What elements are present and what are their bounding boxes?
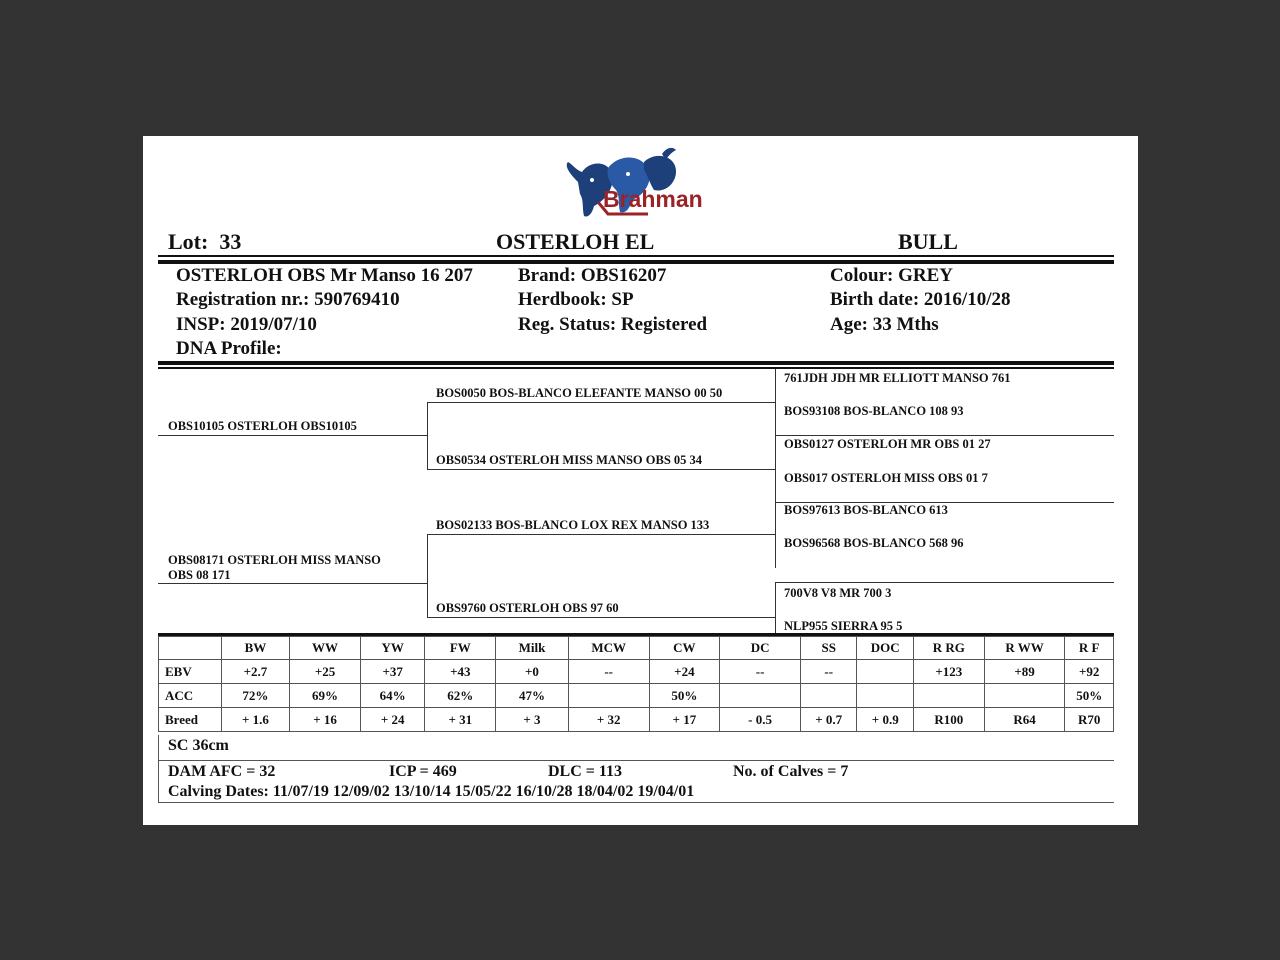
table-cell: 72% xyxy=(221,684,290,708)
column-header: MCW xyxy=(568,637,649,660)
logo-wordmark: Brahman xyxy=(603,186,703,212)
dlc: DLC = 113 xyxy=(548,763,623,780)
divider xyxy=(158,367,1114,369)
table-cell: 50% xyxy=(649,684,720,708)
colour: Colour: GREY xyxy=(830,265,953,286)
table-cell: -- xyxy=(720,660,801,684)
pedigree-sss: 761JDH JDH MR ELLIOTT MANSO 761 xyxy=(784,371,1011,385)
column-header: SS xyxy=(800,637,857,660)
table-cell: +0 xyxy=(496,660,569,684)
table-cell: -- xyxy=(568,660,649,684)
table-row-ebv xyxy=(159,660,1114,684)
registration-card xyxy=(143,136,1138,825)
divider xyxy=(158,255,1114,257)
full-name: OSTERLOH OBS Mr Manso 16 207 xyxy=(176,265,473,286)
table-cell: 69% xyxy=(290,684,361,708)
pedigree-dam-sire: BOS02133 BOS-BLANCO LOX REX MANSO 133 xyxy=(436,518,710,532)
age: Age: 33 Mths xyxy=(830,314,939,335)
table-cell: 50% xyxy=(1065,684,1114,708)
column-header: R WW xyxy=(984,637,1065,660)
divider xyxy=(158,361,1114,365)
table-row-acc xyxy=(159,684,1114,708)
lot-number: Lot: 33 xyxy=(168,229,242,254)
table-row-breed xyxy=(159,708,1114,732)
birth-date: Birth date: 2016/10/28 xyxy=(830,289,1011,310)
reg-status: Reg. Status: Registered xyxy=(518,314,708,335)
animal-sex: BULL xyxy=(898,229,958,254)
table-cell: 47% xyxy=(496,684,569,708)
table-cell: +24 xyxy=(649,660,720,684)
animal-name: OSTERLOH EL xyxy=(496,229,655,254)
pedigree-sds: OBS0127 OSTERLOH MR OBS 01 27 xyxy=(784,437,991,451)
ebv-table xyxy=(158,636,1114,732)
table-cell: 64% xyxy=(360,684,425,708)
table-cell: +89 xyxy=(984,660,1065,684)
table-cell xyxy=(720,684,801,708)
table-cell: +43 xyxy=(425,660,496,684)
pedigree-sire-sire: BOS0050 BOS-BLANCO ELEFANTE MANSO 00 50 xyxy=(436,386,723,400)
icp: ICP = 469 xyxy=(389,763,457,780)
table-cell xyxy=(568,684,649,708)
table-cell: + 16 xyxy=(290,708,361,732)
table-cell: R64 xyxy=(984,708,1065,732)
column-header: Milk xyxy=(496,637,569,660)
brand: Brand: OBS16207 xyxy=(518,265,667,286)
column-header: DC xyxy=(720,637,801,660)
table-cell: +123 xyxy=(914,660,985,684)
table-cell: R100 xyxy=(914,708,985,732)
table-cell: + 31 xyxy=(425,708,496,732)
row-label: ACC xyxy=(159,684,222,708)
table-cell: +37 xyxy=(360,660,425,684)
column-header: DOC xyxy=(857,637,914,660)
dna-profile: DNA Profile: xyxy=(176,338,282,359)
table-cell xyxy=(914,684,985,708)
dam-afc: DAM AFC = 32 xyxy=(168,763,276,780)
pedigree-sire: OBS10105 OSTERLOH OBS10105 xyxy=(168,419,357,433)
pedigree-ddd: NLP955 SIERRA 95 5 xyxy=(784,619,903,633)
divider xyxy=(158,260,1114,264)
table-cell: + 0.7 xyxy=(800,708,857,732)
table-cell: + 17 xyxy=(649,708,720,732)
number-of-calves: No. of Calves = 7 xyxy=(733,763,849,780)
pedigree-sdd: OBS017 OSTERLOH MISS OBS 01 7 xyxy=(784,471,988,485)
table-cell: +2.7 xyxy=(221,660,290,684)
column-header: YW xyxy=(360,637,425,660)
table-cell xyxy=(984,684,1065,708)
pedigree-dam: OBS08171 OSTERLOH MISS MANSO OBS 08 171 xyxy=(168,553,381,582)
table-cell: 62% xyxy=(425,684,496,708)
table-cell: + 24 xyxy=(360,708,425,732)
table-cell: + 0.9 xyxy=(857,708,914,732)
table-cell xyxy=(800,684,857,708)
pedigree-sire-dam: OBS0534 OSTERLOH MISS MANSO OBS 05 34 xyxy=(436,453,703,467)
column-header: WW xyxy=(290,637,361,660)
calving-dates: Calving Dates: 11/07/19 12/09/02 13/10/14 15/05/22 16/10/28 18/04/02 19/04/01 xyxy=(168,783,695,800)
row-label: Breed xyxy=(159,708,222,732)
registration-number: Registration nr.: 590769410 xyxy=(176,289,400,310)
pedigree-dss: BOS97613 BOS-BLANCO 613 xyxy=(784,503,948,517)
pedigree-dam-dam: OBS9760 OSTERLOH OBS 97 60 xyxy=(436,601,619,615)
table-cell: +25 xyxy=(290,660,361,684)
column-header: R RG xyxy=(914,637,985,660)
table-cell: +92 xyxy=(1065,660,1114,684)
table-cell: + 32 xyxy=(568,708,649,732)
table-cell: -- xyxy=(800,660,857,684)
table-cell: + 3 xyxy=(496,708,569,732)
row-label: EBV xyxy=(159,660,222,684)
pedigree-dds: 700V8 V8 MR 700 3 xyxy=(784,586,892,600)
insp-date: INSP: 2019/07/10 xyxy=(176,314,317,335)
table-cell xyxy=(857,684,914,708)
herdbook: Herdbook: SP xyxy=(518,289,634,310)
table-cell xyxy=(857,660,914,684)
column-header: BW xyxy=(221,637,290,660)
column-header: FW xyxy=(425,637,496,660)
table-header-row xyxy=(159,637,1114,660)
column-header: CW xyxy=(649,637,720,660)
scrotal-circumference: SC 36cm xyxy=(168,737,229,754)
pedigree-ssd: BOS93108 BOS-BLANCO 108 93 xyxy=(784,404,964,418)
pedigree-dsd: BOS96568 BOS-BLANCO 568 96 xyxy=(784,536,964,550)
table-cell: + 1.6 xyxy=(221,708,290,732)
table-cell: - 0.5 xyxy=(720,708,801,732)
column-header: R F xyxy=(1065,637,1114,660)
column-header xyxy=(159,637,222,660)
table-cell: R70 xyxy=(1065,708,1114,732)
